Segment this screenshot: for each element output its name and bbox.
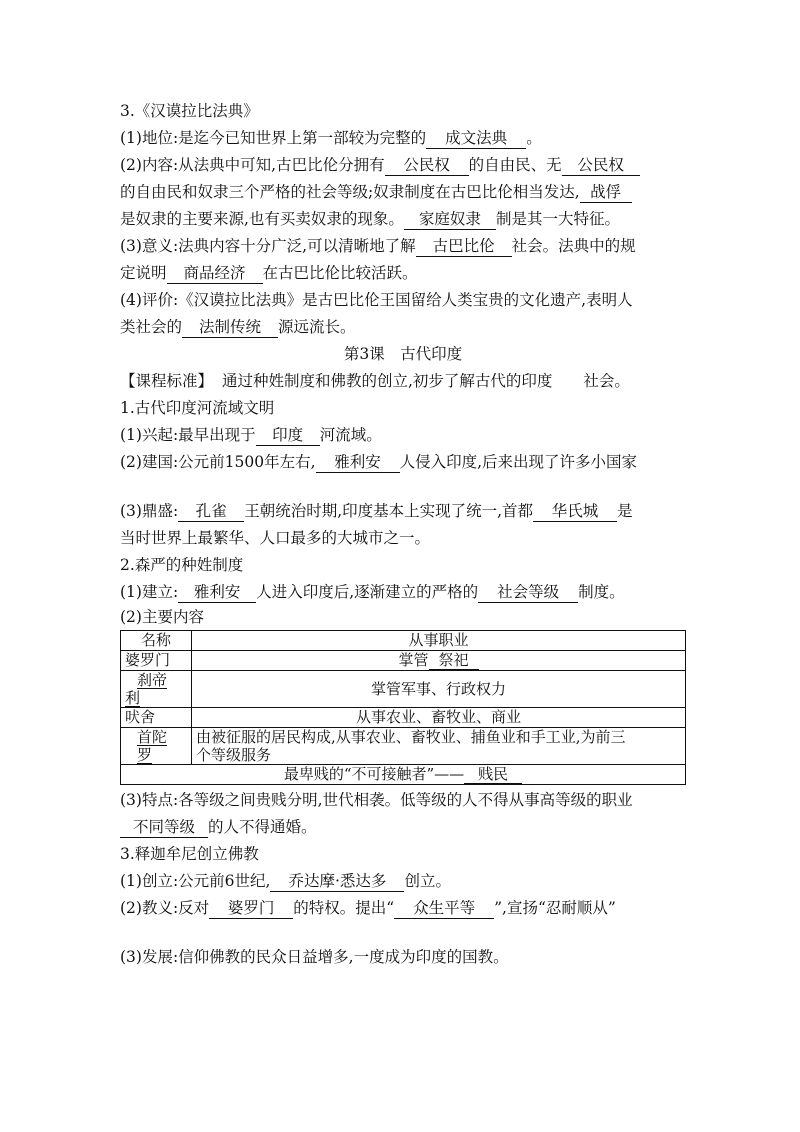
answer-blank: 商品经济 [167,263,263,284]
answer-blank: 众生平等 [394,898,494,919]
answer-blank: 战俘 [580,182,632,203]
table-row [121,671,686,708]
text: 的自由民和奴隶三个严格的社会等级;奴隶制度在古巴比伦相当发达, [120,183,580,201]
answer-blank: 公民权 [385,155,469,176]
text: (3)鼎盛: [120,502,179,520]
paragraph [120,579,686,606]
text: (3)意义:法典内容十分广泛,可以清晰地了解 [120,237,416,255]
text: 。 [526,129,542,147]
answer-blank: 罗 [137,746,153,764]
answer-blank: 法制传统 [182,317,278,338]
answer-blank: 家庭奴隶 [404,209,496,230]
text: 最卑贱的“不可接触者”—— [283,765,465,783]
answer-blank: 雅利安 [316,452,400,473]
paragraph [120,314,686,341]
caste-name [121,728,192,765]
paragraph [120,814,686,841]
answer-blank: 祭祀 [429,652,479,670]
paragraph: (2)主要内容 [120,608,204,626]
course-standard [120,368,686,395]
lesson-title: 第3课 古代印度 [343,345,463,363]
paragraph [120,206,686,233]
text: 定说明 [120,264,167,282]
paragraph [120,422,686,449]
paragraph [120,125,686,152]
paragraph [120,260,686,287]
standard-text: 通过种姓制度和佛教的创立,初步了解古代的印度 社会。 [221,372,630,390]
answer-blank: 华氏城 [533,501,617,522]
text: 制是其一大特征。 [495,210,620,228]
text: 制度。 [578,583,625,601]
answer-blank: 不同等级 [120,817,208,838]
answer-blank: 印度 [256,425,320,446]
text: 由被征服的居民构成,从事农业、畜牧业、捕鱼业和手工业,为前三 [196,728,626,746]
answer-blank: 雅利安 [178,582,256,603]
answer-blank: 古巴比伦 [416,236,512,257]
table-row [121,708,686,728]
answer-blank: 首陀 [137,728,168,746]
caste-occupation [192,651,686,671]
text: 的人不得通婚。 [208,818,317,836]
caste-occupation: 从事农业、畜牧业、商业 [192,708,686,728]
text: 个等级服务 [196,746,272,764]
text: 人进入印度后,逐渐建立的严格的 [256,583,479,601]
text: 创立。 [404,872,451,890]
answer-blank: 婆罗门 [209,898,293,919]
text: (1)建立: [120,583,179,601]
paragraph [120,179,686,206]
text: 源远流长。 [278,318,356,336]
text: (1)地位:是迄今已知世界上第一部较为完整的 [120,129,427,147]
text: (2)教义:反对 [120,899,210,917]
answer-blank: 孔雀 [178,501,244,522]
paragraph [120,449,686,476]
text: (2)内容:从法典中可知,古巴比伦分拥有 [120,156,385,174]
text: (1)创立:公元前6世纪, [120,872,271,890]
text: (1)兴起:最早出现于 [120,426,256,444]
table-row [121,728,686,765]
untouchables-cell [121,765,686,785]
section-heading: 2.森严的种姓制度 [120,556,244,574]
answer-blank: 乔达摩·悉达多 [270,871,404,892]
text: (2)建国:公元前1500年左右, [120,453,316,471]
spacer [120,922,686,944]
section-heading: 3.《汉谟拉比法典》 [120,102,259,120]
caste-occupation: 掌管军事、行政权力 [192,671,686,708]
text: 王朝统治时期,印度基本上实现了统一,首都 [244,502,534,520]
caste-name: 吠舍 [121,708,192,728]
text: 的自由民、无 [468,156,562,174]
paragraph [120,868,686,895]
text: 类社会的 [120,318,183,336]
paragraph [120,152,686,179]
section-heading: 3.释迦牟尼创立佛教 [120,845,259,863]
text: 是奴隶的主要来源,也有买卖奴隶的现象。 [120,210,404,228]
text: 是 [617,502,633,520]
section-heading: 1.古代印度河流域文明 [120,399,275,417]
answer-blank: 成文法典 [426,128,526,149]
caste-occupation [192,728,686,765]
paragraph [120,233,686,260]
document-page [120,98,686,971]
answer-blank: 利 [125,689,141,707]
text: 人侵入印度,后来出现了许多小国家 [399,453,637,471]
caste-name: 婆罗门 [121,651,192,671]
table-row [121,765,686,785]
caste-name [121,671,192,708]
answer-blank: 贱民 [464,766,522,784]
table-header-row [121,631,686,651]
text: 社会。法典中的规 [511,237,636,255]
table-header-cell: 从事职业 [192,631,686,651]
paragraph [120,895,686,922]
answer-blank: 公民权 [562,155,640,176]
paragraph: (3)特点:各等级之间贵贱分明,世代相袭。低等级的人不得从事高等级的职业 [120,791,633,809]
text: 掌管 [398,651,429,669]
text: 的特权。提出“ [293,899,395,917]
paragraph [120,498,686,525]
table-header-cell: 名称 [121,631,192,651]
standard-label: 【课程标准】 [120,372,214,390]
answer-blank: 社会等级 [478,582,578,603]
caste-table [120,630,686,785]
text: 河流域。 [319,426,382,444]
paragraph: 当时世界上最繁华、人口最多的大城市之一。 [120,529,431,547]
table-row [121,651,686,671]
text: 在古巴比伦比较活跃。 [262,264,418,282]
paragraph: (4)评价:《汉谟拉比法典》是古巴比伦王国留给人类宝贵的文化遗产,表明人 [120,291,633,309]
text: ”,宣扬“忍耐顺从” [494,899,616,917]
answer-blank: 刹帝 [137,671,168,689]
spacer [120,476,686,498]
paragraph: (3)发展:信仰佛教的民众日益增多,一度成为印度的国教。 [120,948,509,966]
